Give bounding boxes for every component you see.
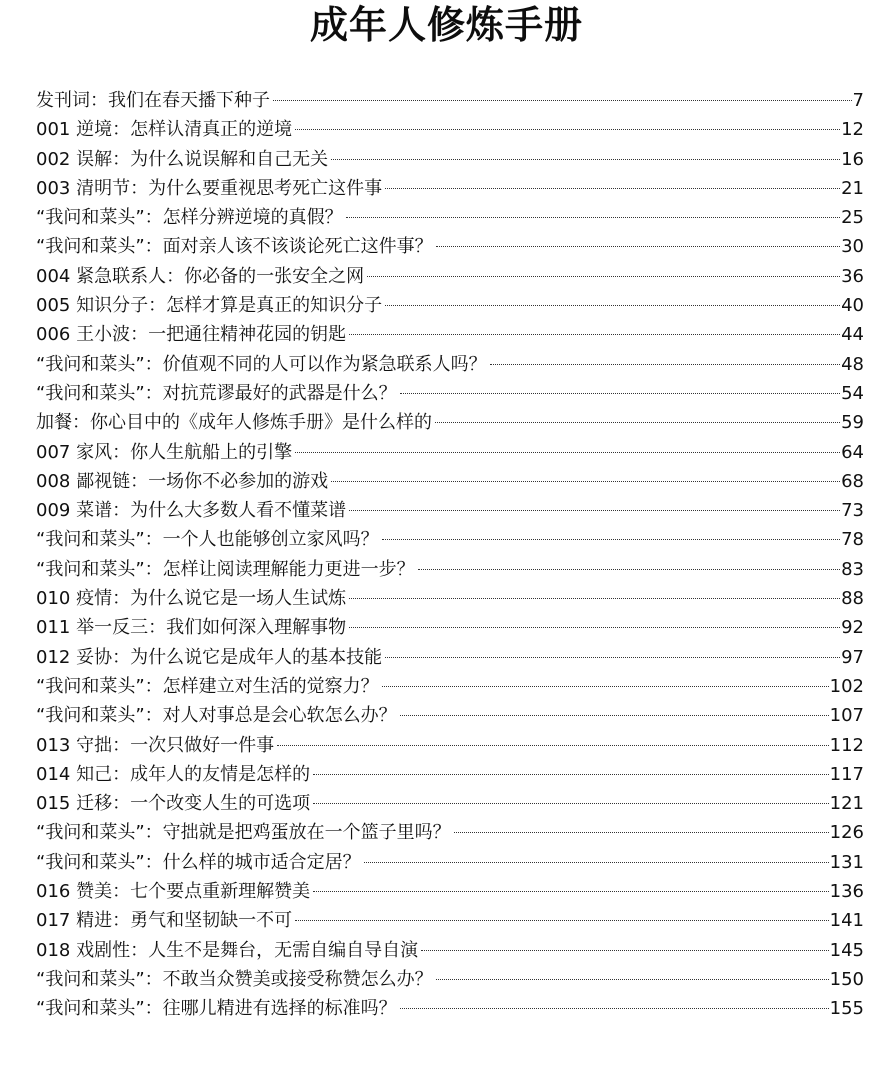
toc-dot-leader	[295, 129, 840, 130]
toc-entry-title: 008 鄙视链：一场你不必参加的游戏	[36, 470, 329, 492]
toc-dot-leader	[382, 686, 829, 687]
toc-entry[interactable]	[36, 86, 864, 115]
toc-page-number: 131	[829, 851, 864, 873]
toc-page-number: 145	[829, 939, 864, 961]
toc-entry-title: 005 知识分子：怎样才算是真正的知识分子	[36, 295, 383, 317]
toc-dot-leader	[273, 100, 852, 101]
toc-page-number: 59	[841, 412, 864, 434]
toc-entry[interactable]	[36, 848, 864, 877]
toc-page-number: 36	[841, 265, 864, 287]
toc-dot-leader	[313, 803, 829, 804]
toc-page-number: 155	[829, 998, 864, 1020]
toc-entry[interactable]	[36, 408, 864, 437]
toc-entry[interactable]	[36, 145, 864, 174]
toc-entry-title: “我问和菜头”：对人对事总是会心软怎么办？	[36, 705, 397, 727]
toc-entry[interactable]	[36, 525, 864, 554]
toc-dot-leader	[400, 715, 829, 716]
toc-entry[interactable]	[36, 584, 864, 613]
toc-entry[interactable]	[36, 906, 864, 935]
toc-dot-leader	[349, 598, 840, 599]
toc-dot-leader	[418, 569, 840, 570]
toc-page-number: 150	[829, 968, 864, 990]
toc-dot-leader	[400, 1008, 829, 1009]
toc-dot-leader	[382, 539, 840, 540]
toc-dot-leader	[349, 510, 840, 511]
toc-entry-title: 009 菜谱：为什么大多数人看不懂菜谱	[36, 500, 347, 522]
toc-page-number: 78	[841, 529, 864, 551]
toc-entry[interactable]	[36, 320, 864, 349]
toc-page-number: 12	[841, 119, 864, 141]
toc-entry-title: “我问和菜头”：对抗荒谬最好的武器是什么？	[36, 382, 397, 404]
toc-entry-title: 014 知己：成年人的友情是怎样的	[36, 763, 311, 785]
toc-page-number: 30	[841, 236, 864, 258]
toc-entry[interactable]	[36, 731, 864, 760]
toc-page-number: 40	[841, 295, 864, 317]
toc-dot-leader	[421, 950, 829, 951]
toc-dot-leader	[277, 745, 829, 746]
toc-page-number: 54	[841, 382, 864, 404]
toc-dot-leader	[349, 627, 840, 628]
toc-entry-title: 007 家风：你人生航船上的引擎	[36, 441, 293, 463]
toc-dot-leader	[436, 979, 829, 980]
toc-entry-title: “我问和菜头”：价值观不同的人可以作为紧急联系人吗？	[36, 353, 487, 375]
toc-entry-title: “我问和菜头”：怎样建立对生活的觉察力？	[36, 675, 379, 697]
toc-dot-leader	[490, 364, 840, 365]
toc-dot-leader	[295, 452, 840, 453]
toc-dot-leader	[349, 334, 840, 335]
table-of-contents	[36, 86, 864, 1024]
toc-page-number: 141	[829, 910, 864, 932]
toc-page-number: 92	[841, 617, 864, 639]
toc-entry[interactable]	[36, 613, 864, 642]
toc-entry-title: “我问和菜头”：一个人也能够创立家风吗？	[36, 529, 379, 551]
toc-dot-leader	[331, 159, 840, 160]
toc-page-number: 68	[841, 470, 864, 492]
toc-dot-leader	[313, 774, 829, 775]
toc-page-number: 126	[829, 822, 864, 844]
toc-page-number: 121	[829, 793, 864, 815]
toc-dot-leader	[400, 393, 840, 394]
toc-dot-leader	[385, 305, 840, 306]
toc-entry-title: 016 赞美：七个要点重新理解赞美	[36, 881, 311, 903]
toc-page-number: 117	[829, 763, 864, 785]
toc-entry-title: “我问和菜头”：什么样的城市适合定居？	[36, 851, 361, 873]
toc-page-number: 97	[841, 646, 864, 668]
toc-entry[interactable]	[36, 203, 864, 232]
toc-page-number: 16	[841, 148, 864, 170]
toc-entry[interactable]	[36, 643, 864, 672]
toc-entry-title: 017 精进：勇气和坚韧缺一不可	[36, 910, 293, 932]
toc-entry-title: 006 王小波：一把通往精神花园的钥匙	[36, 324, 347, 346]
toc-entry[interactable]	[36, 438, 864, 467]
toc-dot-leader	[295, 920, 829, 921]
toc-page-number: 83	[841, 558, 864, 580]
toc-dot-leader	[331, 481, 840, 482]
toc-entry[interactable]	[36, 232, 864, 261]
toc-entry[interactable]	[36, 701, 864, 730]
toc-entry[interactable]	[36, 936, 864, 965]
toc-page-number: 112	[829, 734, 864, 756]
toc-dot-leader	[364, 862, 829, 863]
toc-page-number: 7	[852, 90, 864, 111]
toc-entry-title: 018 戏剧性：人生不是舞台，无需自编自导自演	[36, 939, 419, 961]
toc-page-number: 48	[841, 353, 864, 375]
toc-entry-title: “我问和菜头”：怎样让阅读理解能力更进一步？	[36, 558, 415, 580]
toc-page-number: 25	[841, 207, 864, 229]
page-title: 成年人修炼手册	[309, 3, 583, 47]
toc-page-number: 73	[841, 500, 864, 522]
toc-entry[interactable]	[36, 174, 864, 203]
toc-entry-title: 加餐：你心目中的《成年人修炼手册》是什么样的	[36, 412, 432, 434]
toc-entry-title: 013 守拙：一次只做好一件事	[36, 734, 275, 756]
toc-page-number: 136	[829, 881, 864, 903]
toc-entry[interactable]	[36, 877, 864, 906]
toc-entry-title: 004 紧急联系人：你必备的一张安全之网	[36, 265, 365, 287]
toc-dot-leader	[313, 891, 829, 892]
toc-dot-leader	[346, 217, 840, 218]
toc-entry[interactable]	[36, 379, 864, 408]
toc-page-number: 102	[829, 675, 864, 697]
toc-entry-title: 011 举一反三：我们如何深入理解事物	[36, 617, 347, 639]
toc-entry[interactable]	[36, 262, 864, 291]
toc-entry-title: 012 妥协：为什么说它是成年人的基本技能	[36, 646, 383, 668]
toc-dot-leader	[385, 188, 840, 189]
toc-dot-leader	[436, 246, 840, 247]
toc-entry-title: “我问和菜头”：怎样分辨逆境的真假？	[36, 207, 343, 229]
toc-entry[interactable]	[36, 555, 864, 584]
toc-entry[interactable]	[36, 672, 864, 701]
toc-entry[interactable]	[36, 467, 864, 496]
toc-entry[interactable]	[36, 496, 864, 525]
toc-entry[interactable]	[36, 994, 864, 1023]
toc-entry[interactable]	[36, 291, 864, 320]
toc-dot-leader	[454, 832, 829, 833]
toc-entry-title: 002 误解：为什么说误解和自己无关	[36, 148, 329, 170]
toc-entry-title: 015 迁移：一个改变人生的可选项	[36, 793, 311, 815]
toc-entry-title: 003 清明节：为什么要重视思考死亡这件事	[36, 177, 383, 199]
toc-entry-title: 发刊词：我们在春天播下种子	[36, 90, 270, 111]
toc-entry[interactable]	[36, 965, 864, 994]
toc-entry[interactable]	[36, 115, 864, 144]
toc-entry-title: 001 逆境：怎样认清真正的逆境	[36, 119, 293, 141]
toc-page-number: 21	[841, 177, 864, 199]
toc-entry[interactable]	[36, 818, 864, 847]
toc-entry-title: “我问和菜头”：面对亲人该不该谈论死亡这件事？	[36, 236, 433, 258]
toc-entry[interactable]	[36, 760, 864, 789]
toc-dot-leader	[435, 422, 840, 423]
toc-entry-title: 010 疫情：为什么说它是一场人生试炼	[36, 588, 347, 610]
toc-entry-title: “我问和菜头”：不敢当众赞美或接受称赞怎么办？	[36, 968, 433, 990]
toc-entry-title: “我问和菜头”：往哪儿精进有选择的标准吗？	[36, 998, 397, 1020]
toc-dot-leader	[385, 657, 840, 658]
toc-entry[interactable]	[36, 350, 864, 379]
toc-dot-leader	[367, 276, 840, 277]
toc-entry[interactable]	[36, 789, 864, 818]
toc-page-number: 44	[841, 324, 864, 346]
toc-page-number: 107	[829, 705, 864, 727]
toc-page-number: 88	[841, 588, 864, 610]
toc-entry-title: “我问和菜头”：守拙就是把鸡蛋放在一个篮子里吗？	[36, 822, 451, 844]
toc-page-number: 64	[841, 441, 864, 463]
